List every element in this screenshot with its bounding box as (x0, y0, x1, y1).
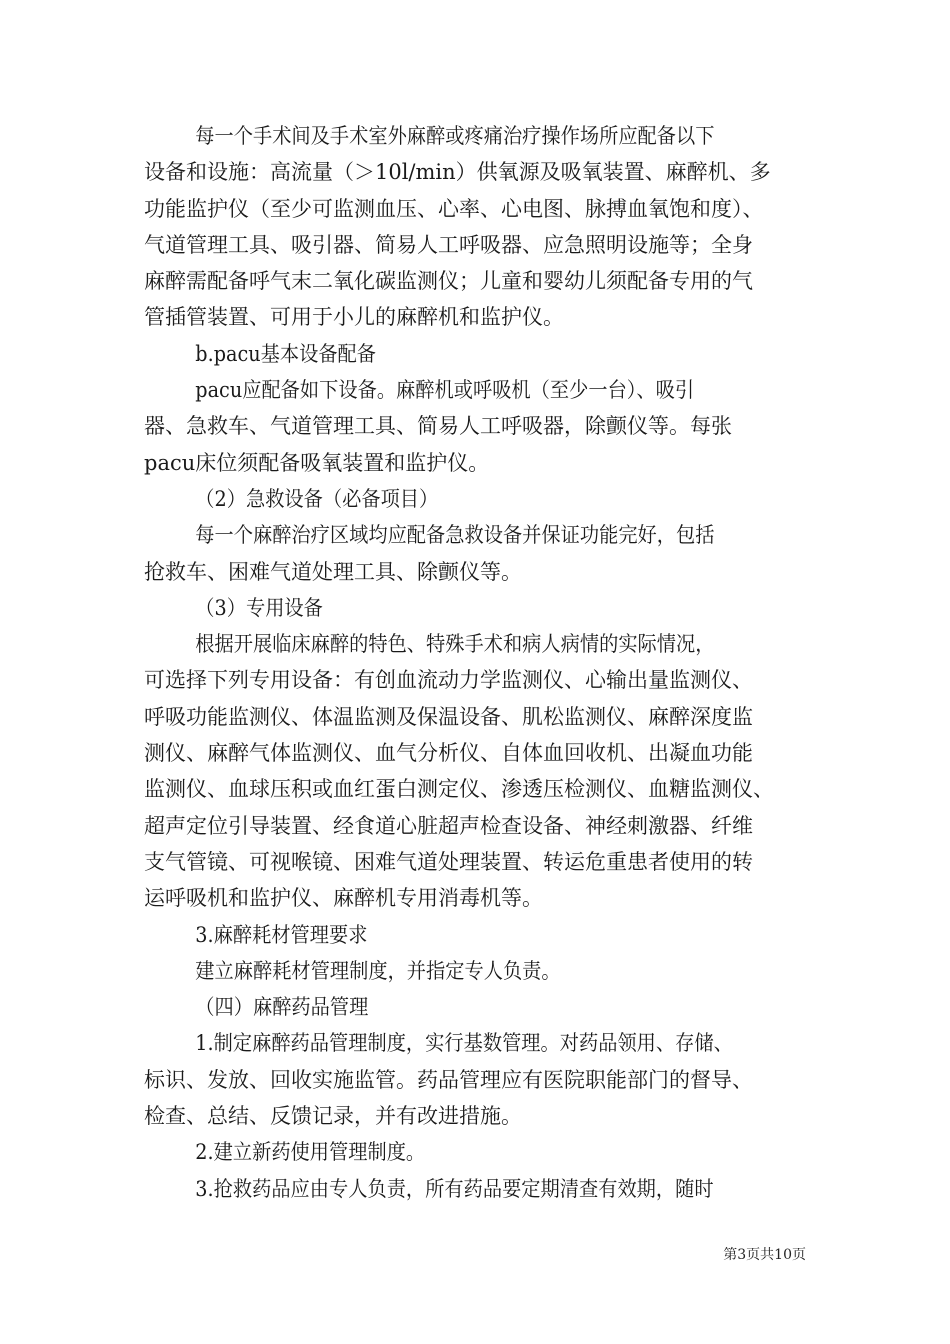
text-line: 超声定位引导装置、经食道心脏超声检查设备、神经刺激器、纤维 (144, 813, 753, 838)
text-line: 监测仪、血球压积或血红蛋白测定仪、渗透压检测仪、血糖监测仪、 (144, 777, 774, 802)
text-line: 2.建立新药使用管理制度。 (195, 1140, 426, 1165)
text-line: b.pacu基本设备配备 (195, 341, 377, 366)
text-line: pacu床位须配备吸氧装置和监护仪。 (144, 450, 490, 475)
text-line: 呼吸功能监测仪、体温监测及保温设备、肌松监测仪、麻醉深度监 (144, 704, 753, 729)
text-line: 每一个麻醉治疗区域均应配备急救设备并保证功能完好，包括 (195, 523, 715, 548)
text-line: 1.制定麻醉药品管理制度，实行基数管理。对药品领用、存储、 (195, 1031, 733, 1056)
document-body (144, 118, 808, 1207)
text-line: 标识、发放、回收实施监管。药品管理应有医院职能部门的督导、 (144, 1067, 753, 1092)
text-line: 支气管镜、可视喉镜、困难气道处理装置、转运危重患者使用的转 (144, 849, 753, 874)
text-line: 检查、总结、反馈记录，并有改进措施。 (144, 1104, 522, 1129)
text-line: 运呼吸机和监护仪、麻醉机专用消毒机等。 (144, 886, 543, 911)
text-line: （2）急救设备（必备项目） (195, 486, 439, 511)
text-line: 每一个手术间及手术室外麻醉或疼痛治疗操作场所应配备以下 (195, 124, 715, 148)
text-line: 3.麻醉耗材管理要求 (195, 922, 368, 947)
text-line: （3）专用设备 (195, 595, 323, 620)
text-line: pacu应配备如下设备。麻醉机或呼吸机（至少一台）、吸引 (195, 378, 695, 403)
text-line: 建立麻醉耗材管理制度，并指定专人负责。 (195, 958, 561, 983)
text-line: 设备和设施：高流量（＞10l/min）供氧源及吸氧装置、麻醉机、多 (144, 160, 771, 185)
text-line: 麻醉需配备呼气末二氧化碳监测仪；儿童和婴幼儿须配备专用的气 (144, 269, 753, 294)
text-line: 测仪、麻醉气体监测仪、血气分析仪、自体血回收机、出凝血功能 (144, 741, 753, 766)
text-line: 可选择下列专用设备：有创血流动力学监测仪、心输出量监测仪、 (144, 668, 753, 693)
text-line: 抢救车、困难气道处理工具、除颤仪等。 (144, 559, 522, 584)
text-line: 管插管装置、可用于小儿的麻醉机和监护仪。 (144, 305, 564, 330)
text-line: 器、急救车、气道管理工具、简易人工呼吸器，除颤仪等。每张 (144, 414, 732, 439)
text-line: 气道管理工具、吸引器、简易人工呼吸器、应急照明设施等；全身 (144, 232, 753, 257)
text-line: （四）麻醉药品管理 (195, 995, 369, 1020)
text-line: 根据开展临床麻醉的特色、特殊手术和病人病情的实际情况， (195, 632, 715, 657)
text-line: 3.抢救药品应由专人负责，所有药品要定期清查有效期，随时 (195, 1176, 714, 1201)
page-number: 第3页共10页 (723, 1247, 806, 1263)
text-line: 功能监护仪（至少可监测血压、心率、心电图、脉搏血氧饱和度）、 (144, 196, 764, 221)
